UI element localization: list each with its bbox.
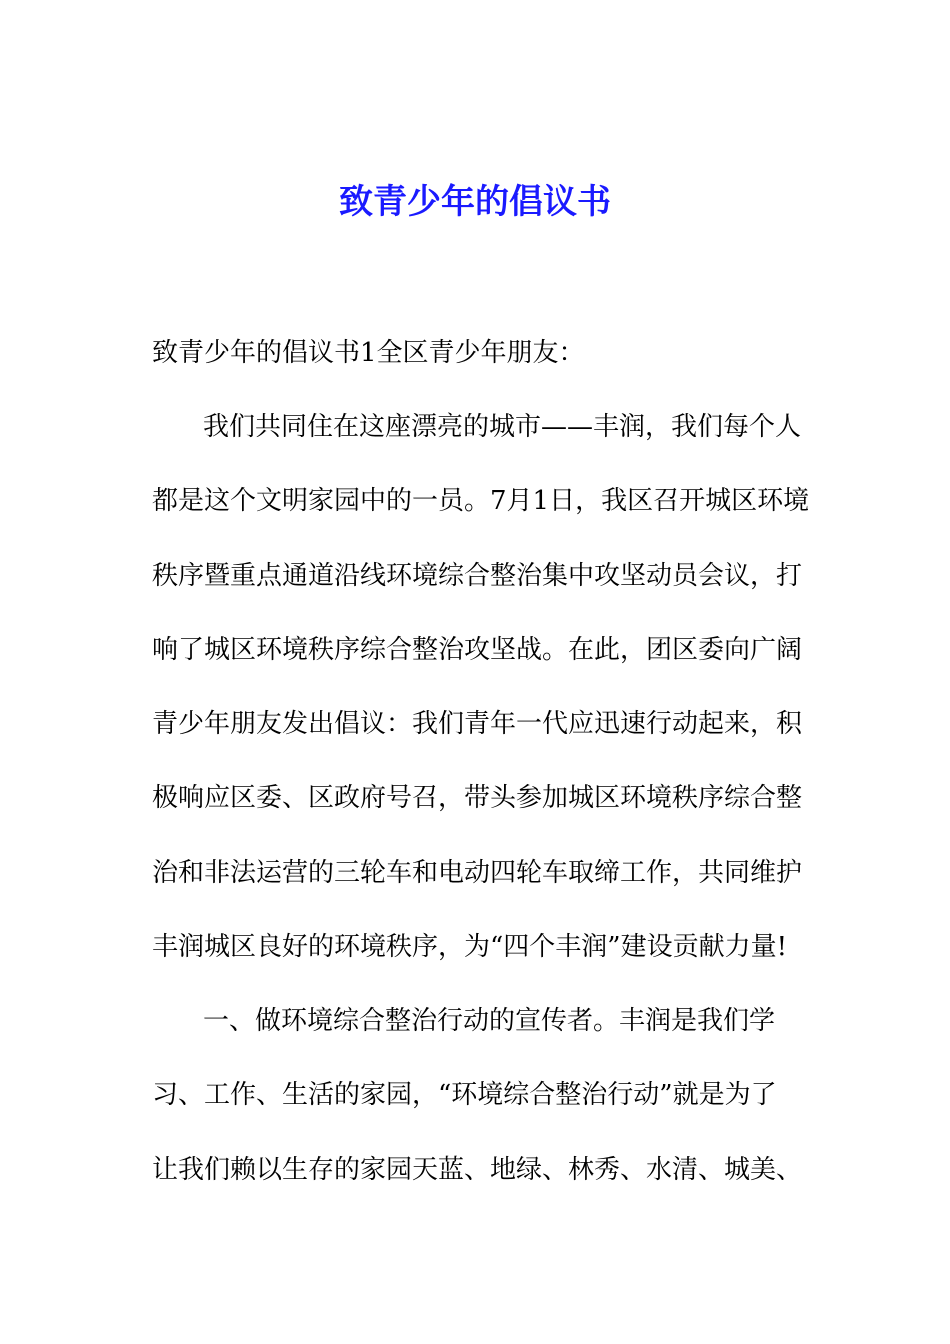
body-line: 秩序暨重点通道沿线环境综合整治集中攻坚动员会议，打 xyxy=(152,561,803,591)
body-line: 都是这个文明家园中的一员。7月1日，我区召开城区环境 xyxy=(152,486,810,516)
body-line: 我们共同住在这座漂亮的城市——丰润，我们每个人 xyxy=(203,412,802,442)
document-title: 致青少年的倡议书 xyxy=(339,182,611,222)
body-line: 响了城区环境秩序综合整治攻坚战。在此，团区委向广阔 xyxy=(152,635,803,665)
body-line: 青少年朋友发出倡议：我们青年一代应迅速行动起来，积 xyxy=(152,709,803,739)
body-line: 习、工作、生活的家园，“环境综合整治行动”就是为了 xyxy=(152,1080,777,1110)
body-line: 治和非法运营的三轮车和电动四轮车取缔工作，共同维护 xyxy=(152,858,803,888)
body-line: 丰润城区良好的环境秩序，为“四个丰润”建设贡献力量! xyxy=(152,932,788,962)
body-line-salutation: 致青少年的倡议书1全区青少年朋友： xyxy=(152,338,585,368)
body-line: 让我们赖以生存的家园天蓝、地绿、林秀、水清、城美、 xyxy=(152,1155,803,1185)
body-line: 极响应区委、区政府号召，带头参加城区环境秩序综合整 xyxy=(152,783,803,813)
body-line: 一、做环境综合整治行动的宣传者。丰润是我们学 xyxy=(203,1006,776,1036)
